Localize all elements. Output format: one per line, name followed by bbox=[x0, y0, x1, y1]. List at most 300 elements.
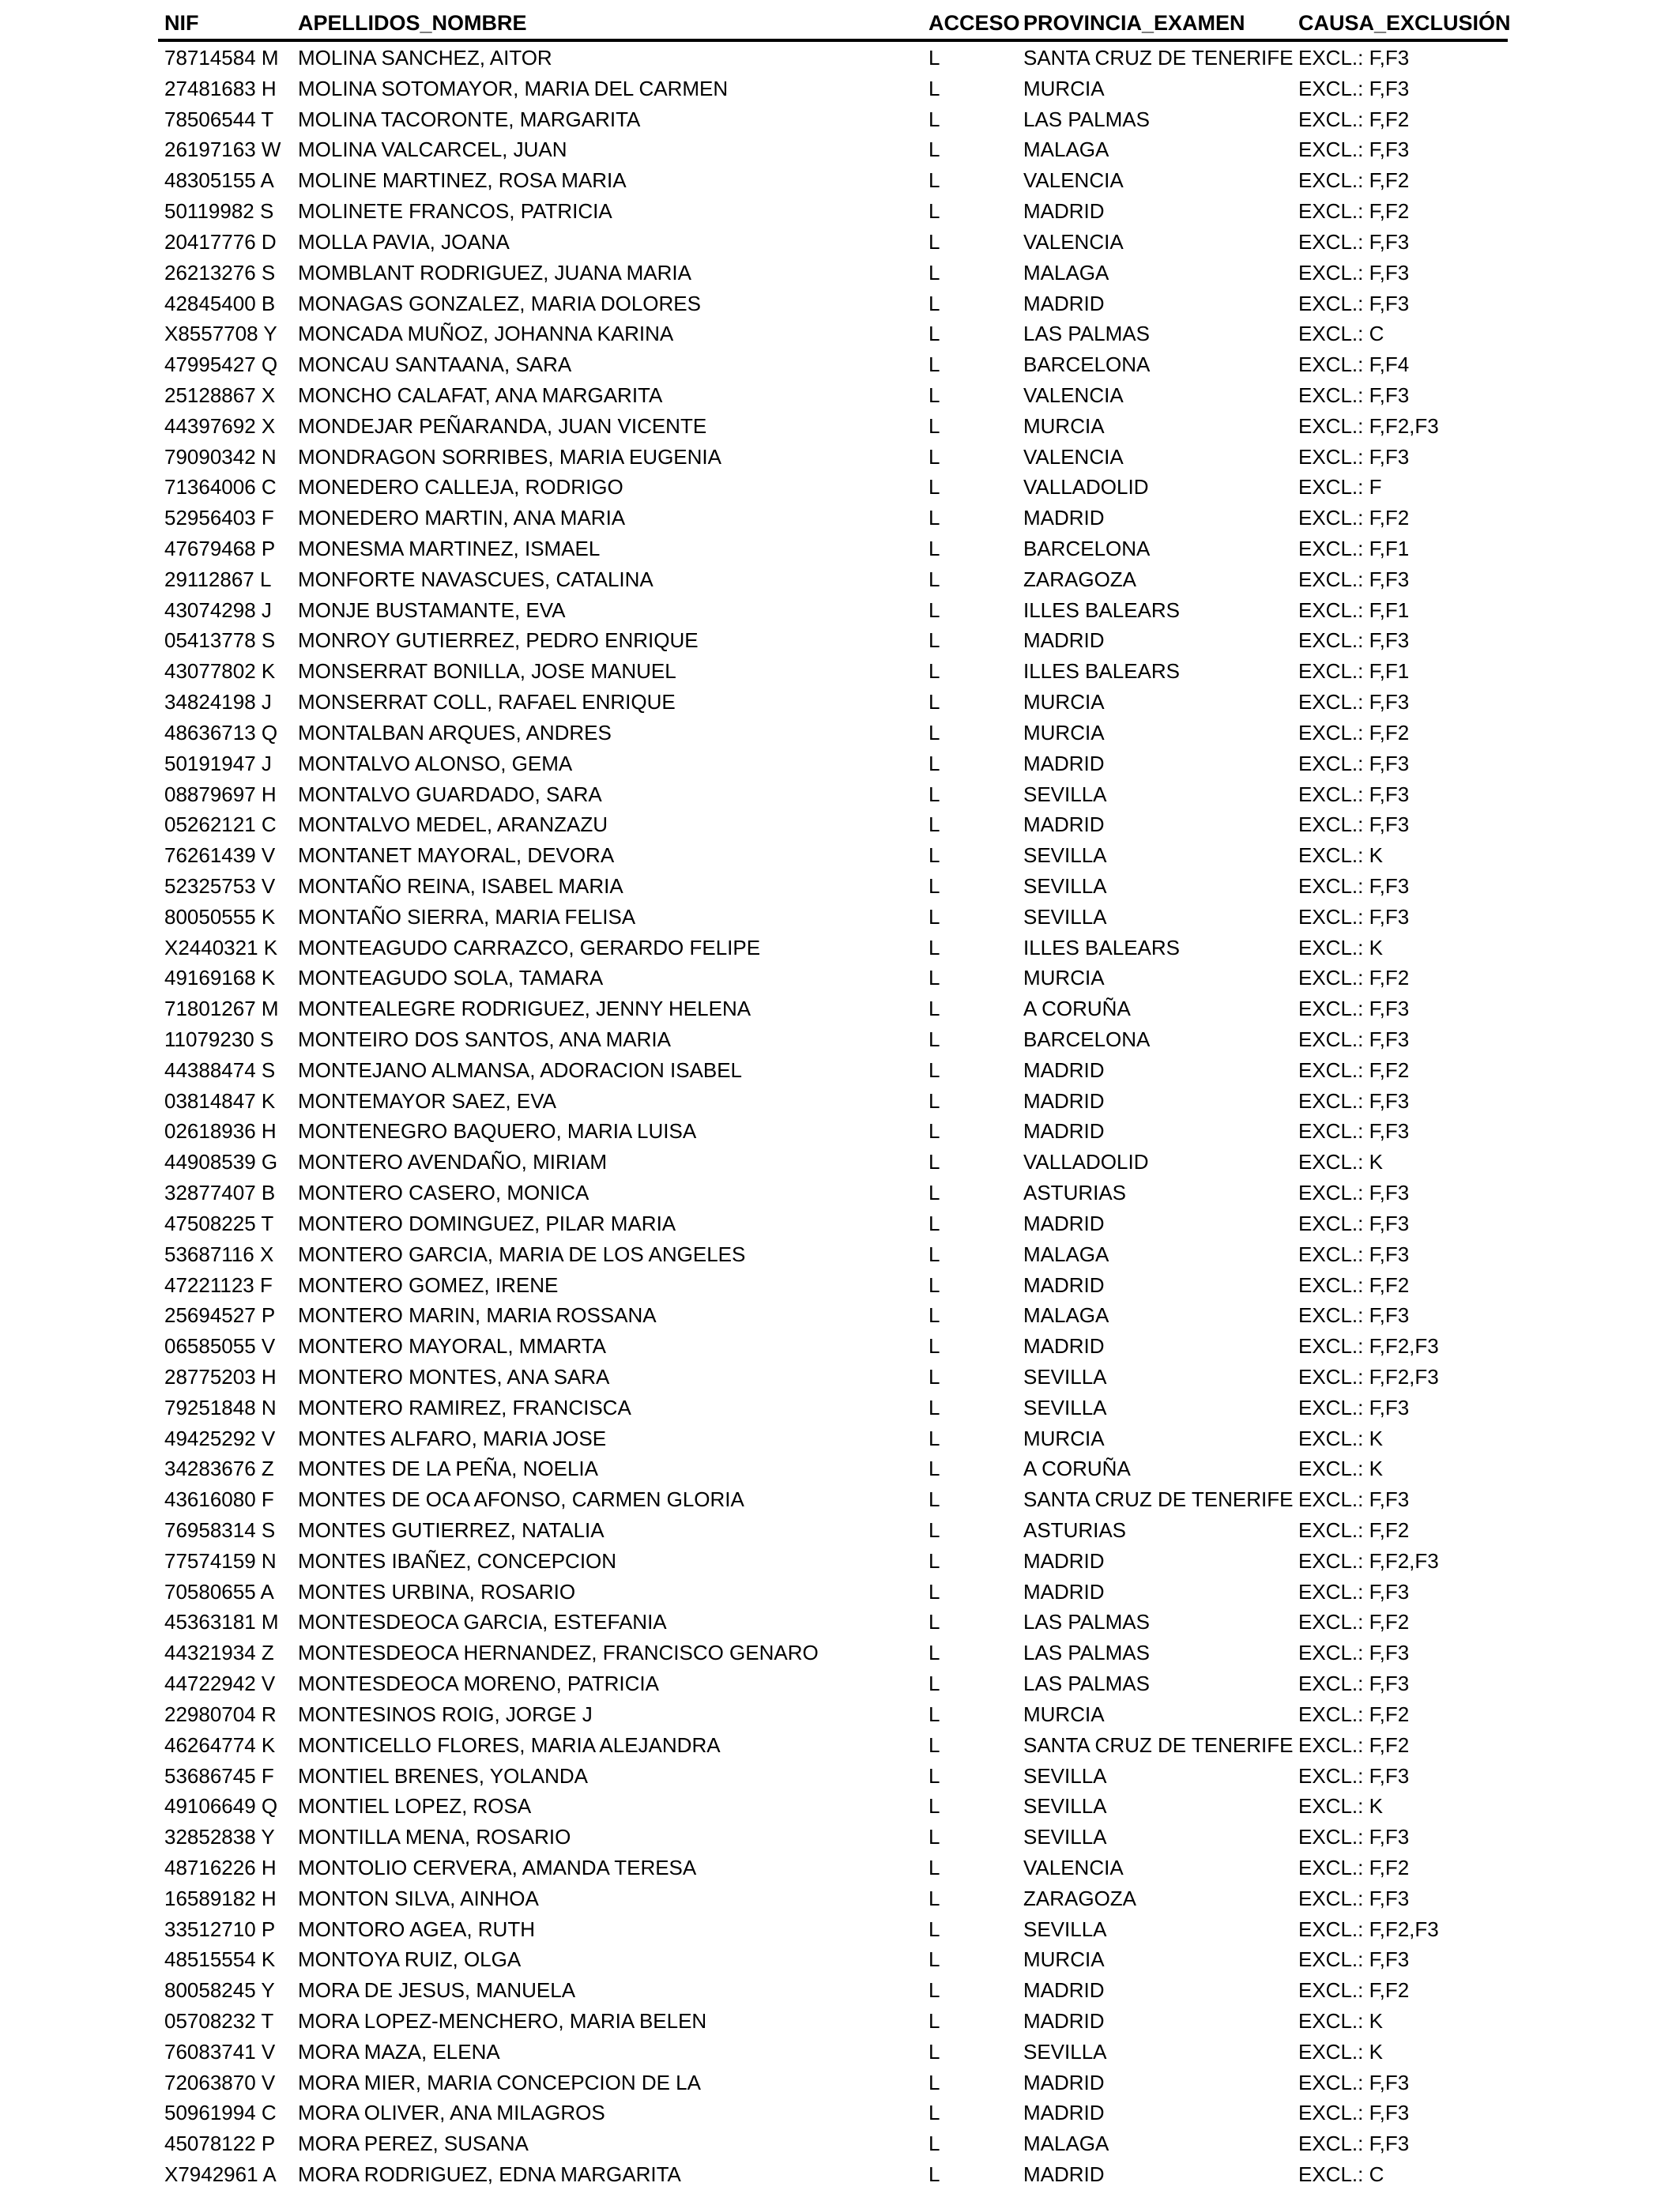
table-row bbox=[0, 1547, 1680, 1578]
header-divider bbox=[158, 39, 1508, 42]
cell-causa-exclusion: EXCL.: F,F2 bbox=[1298, 506, 1410, 530]
cell-provincia-examen: SANTA CRUZ DE TENERIFE bbox=[1023, 1487, 1294, 1512]
cell-apellidos-nombre: MONROY GUTIERREZ, PEDRO ENRIQUE bbox=[298, 628, 699, 653]
cell-nif: 53687116 X bbox=[164, 1242, 274, 1266]
cell-causa-exclusion: EXCL.: F,F3 bbox=[1298, 1303, 1410, 1328]
cell-nif: 79090342 N bbox=[164, 444, 277, 469]
cell-nif: 26213276 S bbox=[164, 260, 276, 285]
cell-acceso: L bbox=[929, 76, 940, 100]
cell-causa-exclusion: EXCL.: F,F3 bbox=[1298, 1088, 1410, 1113]
cell-causa-exclusion: EXCL.: F,F3 bbox=[1298, 1181, 1410, 1205]
cell-acceso: L bbox=[929, 1947, 940, 1972]
cell-apellidos-nombre: MORA MAZA, ELENA bbox=[298, 2039, 500, 2064]
cell-apellidos-nombre: MONTICELLO FLORES, MARIA ALEJANDRA bbox=[298, 1732, 721, 1757]
cell-causa-exclusion: EXCL.: F,F3 bbox=[1298, 812, 1410, 837]
cell-causa-exclusion: EXCL.: K bbox=[1298, 2039, 1383, 2064]
cell-acceso: L bbox=[929, 1610, 940, 1634]
cell-acceso: L bbox=[929, 2101, 940, 2125]
cell-provincia-examen: VALENCIA bbox=[1023, 1855, 1124, 1879]
cell-acceso: L bbox=[929, 1211, 940, 1235]
cell-apellidos-nombre: MONTERO GOMEZ, IRENE bbox=[298, 1272, 559, 1297]
cell-causa-exclusion: EXCL.: F,F2 bbox=[1298, 966, 1410, 990]
cell-causa-exclusion: EXCL.: F,F3 bbox=[1298, 1947, 1410, 1972]
cell-nif: 25128867 X bbox=[164, 383, 276, 407]
cell-causa-exclusion: EXCL.: F,F1 bbox=[1298, 598, 1410, 622]
cell-acceso: L bbox=[929, 1334, 940, 1359]
cell-nif: 33512710 P bbox=[164, 1917, 276, 1941]
cell-acceso: L bbox=[929, 1763, 940, 1788]
cell-causa-exclusion: EXCL.: F,F1 bbox=[1298, 537, 1410, 560]
cell-acceso: L bbox=[929, 1272, 940, 1297]
header-causa-exclusion: CAUSA_EXCLUSIÓN bbox=[1298, 11, 1511, 35]
cell-apellidos-nombre: MONTES DE OCA AFONSO, CARMEN GLORIA bbox=[298, 1487, 744, 1512]
cell-nif: 26197163 W bbox=[164, 138, 281, 162]
cell-provincia-examen: ZARAGOZA bbox=[1023, 567, 1137, 591]
cell-causa-exclusion: EXCL.: K bbox=[1298, 1794, 1383, 1819]
cell-causa-exclusion: EXCL.: F,F3 bbox=[1298, 1487, 1410, 1512]
cell-apellidos-nombre: MORA OLIVER, ANA MILAGROS bbox=[298, 2101, 605, 2125]
cell-apellidos-nombre: MONTENEGRO BAQUERO, MARIA LUISA bbox=[298, 1119, 697, 1144]
cell-apellidos-nombre: MONTERO MONTES, ANA SARA bbox=[298, 1364, 610, 1389]
cell-acceso: L bbox=[929, 690, 940, 714]
cell-causa-exclusion: EXCL.: F,F2,F3 bbox=[1298, 1917, 1439, 1941]
cell-nif: X7942961 A bbox=[164, 2162, 277, 2187]
cell-acceso: L bbox=[929, 1794, 940, 1819]
table-row bbox=[0, 1454, 1680, 1485]
cell-apellidos-nombre: MONAGAS GONZALEZ, MARIA DOLORES bbox=[298, 291, 701, 315]
cell-provincia-examen: VALENCIA bbox=[1023, 229, 1124, 254]
cell-acceso: L bbox=[929, 843, 940, 868]
header-provincia-examen: PROVINCIA_EXAMEN bbox=[1023, 11, 1245, 35]
cell-nif: 27481683 H bbox=[164, 76, 277, 100]
cell-provincia-examen: SANTA CRUZ DE TENERIFE bbox=[1023, 46, 1294, 70]
cell-causa-exclusion: EXCL.: F,F2 bbox=[1298, 1732, 1410, 1757]
cell-provincia-examen: ILLES BALEARS bbox=[1023, 659, 1180, 684]
cell-provincia-examen: MALAGA bbox=[1023, 2132, 1109, 2156]
cell-provincia-examen: MADRID bbox=[1023, 751, 1105, 775]
cell-nif: 32852838 Y bbox=[164, 1825, 275, 1849]
cell-apellidos-nombre: MONTALVO GUARDADO, SARA bbox=[298, 782, 602, 806]
table-row bbox=[0, 2160, 1680, 2191]
cell-acceso: L bbox=[929, 873, 940, 898]
cell-acceso: L bbox=[929, 1518, 940, 1542]
cell-acceso: L bbox=[929, 1150, 940, 1174]
cell-provincia-examen: MADRID bbox=[1023, 2162, 1105, 2187]
cell-apellidos-nombre: MORA DE JESUS, MANUELA bbox=[298, 1978, 576, 2003]
cell-apellidos-nombre: MONTEJANO ALMANSA, ADORACION ISABEL bbox=[298, 1057, 743, 1082]
cell-apellidos-nombre: MONTALVO ALONSO, GEMA bbox=[298, 751, 573, 775]
cell-acceso: L bbox=[929, 1579, 940, 1604]
table-row bbox=[0, 2098, 1680, 2129]
cell-acceso: L bbox=[929, 782, 940, 806]
cell-apellidos-nombre: MONTES GUTIERREZ, NATALIA bbox=[298, 1518, 605, 1542]
cell-nif: 47679468 P bbox=[164, 537, 276, 560]
cell-provincia-examen: SEVILLA bbox=[1023, 1395, 1107, 1419]
table-row bbox=[0, 1638, 1680, 1669]
cell-nif: 45078122 P bbox=[164, 2132, 276, 2156]
table-row bbox=[0, 412, 1680, 443]
cell-causa-exclusion: EXCL.: K bbox=[1298, 1426, 1383, 1450]
cell-nif: 44908539 G bbox=[164, 1150, 278, 1174]
cell-provincia-examen: SEVILLA bbox=[1023, 1364, 1107, 1389]
cell-nif: 47995427 Q bbox=[164, 352, 278, 377]
cell-provincia-examen: MADRID bbox=[1023, 291, 1105, 315]
cell-acceso: L bbox=[929, 2132, 940, 2156]
cell-apellidos-nombre: MONTESDEOCA GARCIA, ESTEFANIA bbox=[298, 1610, 667, 1634]
table-row bbox=[0, 1363, 1680, 1393]
cell-acceso: L bbox=[929, 322, 940, 346]
cell-apellidos-nombre: MONEDERO CALLEJA, RODRIGO bbox=[298, 475, 623, 499]
cell-acceso: L bbox=[929, 291, 940, 315]
cell-apellidos-nombre: MOLLA PAVIA, JOANA bbox=[298, 229, 510, 254]
cell-provincia-examen: ILLES BALEARS bbox=[1023, 935, 1180, 959]
cell-apellidos-nombre: MONCADA MUÑOZ, JOHANNA KARINA bbox=[298, 322, 674, 346]
table-body bbox=[0, 43, 1680, 2191]
cell-causa-exclusion: EXCL.: F,F3 bbox=[1298, 690, 1410, 714]
cell-provincia-examen: ASTURIAS bbox=[1023, 1518, 1127, 1542]
cell-causa-exclusion: EXCL.: F,F3 bbox=[1298, 260, 1410, 285]
cell-apellidos-nombre: MORA PEREZ, SUSANA bbox=[298, 2132, 529, 2156]
cell-nif: 71364006 C bbox=[164, 475, 277, 499]
cell-apellidos-nombre: MONTEAGUDO CARRAZCO, GERARDO FELIPE bbox=[298, 935, 761, 959]
table-row bbox=[0, 1669, 1680, 1700]
cell-causa-exclusion: EXCL.: F,F3 bbox=[1298, 997, 1410, 1021]
table-row bbox=[0, 1301, 1680, 1332]
table-row bbox=[0, 2129, 1680, 2160]
cell-causa-exclusion: EXCL.: F,F3 bbox=[1298, 1211, 1410, 1235]
cell-causa-exclusion: EXCL.: F bbox=[1298, 475, 1382, 499]
cell-causa-exclusion: EXCL.: F,F2,F3 bbox=[1298, 1334, 1439, 1359]
cell-apellidos-nombre: MONTERO CASERO, MONICA bbox=[298, 1181, 590, 1205]
cell-causa-exclusion: EXCL.: F,F3 bbox=[1298, 1579, 1410, 1604]
cell-acceso: L bbox=[929, 1732, 940, 1757]
cell-acceso: L bbox=[929, 1027, 940, 1051]
table-row bbox=[0, 596, 1680, 627]
cell-causa-exclusion: EXCL.: F,F3 bbox=[1298, 782, 1410, 806]
table-row bbox=[0, 1424, 1680, 1455]
cell-provincia-examen: VALENCIA bbox=[1023, 168, 1124, 193]
cell-provincia-examen: ZARAGOZA bbox=[1023, 1886, 1137, 1910]
cell-apellidos-nombre: MONTAÑO REINA, ISABEL MARIA bbox=[298, 873, 623, 898]
cell-nif: 44722942 V bbox=[164, 1672, 276, 1696]
cell-acceso: L bbox=[929, 506, 940, 530]
cell-provincia-examen: SEVILLA bbox=[1023, 843, 1107, 868]
cell-causa-exclusion: EXCL.: F,F3 bbox=[1298, 1027, 1410, 1051]
cell-causa-exclusion: EXCL.: F,F2 bbox=[1298, 1518, 1410, 1542]
cell-nif: 08879697 H bbox=[164, 782, 277, 806]
table-row bbox=[0, 1056, 1680, 1087]
cell-apellidos-nombre: MONTEMAYOR SAEZ, EVA bbox=[298, 1088, 556, 1113]
cell-nif: 05708232 T bbox=[164, 2009, 274, 2033]
cell-apellidos-nombre: MONTERO AVENDAÑO, MIRIAM bbox=[298, 1150, 607, 1174]
cell-nif: 53686745 F bbox=[164, 1763, 274, 1788]
table-row bbox=[0, 197, 1680, 228]
cell-causa-exclusion: EXCL.: F,F3 bbox=[1298, 2070, 1410, 2094]
cell-nif: 25694527 P bbox=[164, 1303, 276, 1328]
cell-apellidos-nombre: MONSERRAT BONILLA, JOSE MANUEL bbox=[298, 659, 676, 684]
cell-nif: 71801267 M bbox=[164, 997, 279, 1021]
cell-acceso: L bbox=[929, 598, 940, 622]
cell-apellidos-nombre: MONTES DE LA PEÑA, NOELIA bbox=[298, 1457, 598, 1481]
cell-nif: 76958314 S bbox=[164, 1518, 276, 1542]
cell-provincia-examen: SEVILLA bbox=[1023, 782, 1107, 806]
cell-acceso: L bbox=[929, 720, 940, 745]
table-row bbox=[0, 1148, 1680, 1178]
cell-causa-exclusion: EXCL.: F,F3 bbox=[1298, 567, 1410, 591]
cell-apellidos-nombre: MONTAÑO SIERRA, MARIA FELISA bbox=[298, 904, 636, 929]
cell-acceso: L bbox=[929, 1855, 940, 1879]
cell-provincia-examen: LAS PALMAS bbox=[1023, 107, 1150, 131]
cell-provincia-examen: SEVILLA bbox=[1023, 2039, 1107, 2064]
cell-provincia-examen: MADRID bbox=[1023, 1334, 1105, 1359]
cell-acceso: L bbox=[929, 475, 940, 499]
cell-apellidos-nombre: MONFORTE NAVASCUES, CATALINA bbox=[298, 567, 654, 591]
cell-provincia-examen: MADRID bbox=[1023, 1548, 1105, 1573]
cell-nif: 50961994 C bbox=[164, 2101, 277, 2125]
table-row bbox=[0, 718, 1680, 749]
table-row bbox=[0, 473, 1680, 503]
cell-provincia-examen: MURCIA bbox=[1023, 413, 1105, 438]
cell-nif: 43077802 K bbox=[164, 659, 276, 684]
cell-apellidos-nombre: MONTESDEOCA MORENO, PATRICIA bbox=[298, 1672, 659, 1696]
cell-causa-exclusion: EXCL.: F,F3 bbox=[1298, 1641, 1410, 1665]
table-row bbox=[0, 1271, 1680, 1302]
cell-causa-exclusion: EXCL.: F,F2 bbox=[1298, 1702, 1410, 1726]
table-row bbox=[0, 780, 1680, 811]
cell-acceso: L bbox=[929, 168, 940, 193]
table-row bbox=[0, 1485, 1680, 1516]
table-row bbox=[0, 933, 1680, 964]
cell-apellidos-nombre: MONJE BUSTAMANTE, EVA bbox=[298, 598, 566, 622]
cell-acceso: L bbox=[929, 2070, 940, 2094]
header-nif: NIF bbox=[164, 11, 199, 35]
table-row bbox=[0, 43, 1680, 74]
cell-provincia-examen: MALAGA bbox=[1023, 260, 1109, 285]
cell-acceso: L bbox=[929, 537, 940, 560]
cell-apellidos-nombre: MONDEJAR PEÑARANDA, JUAN VICENTE bbox=[298, 413, 707, 438]
table-row bbox=[0, 350, 1680, 381]
cell-nif: X2440321 K bbox=[164, 935, 278, 959]
table-row bbox=[0, 963, 1680, 994]
cell-apellidos-nombre: MONSERRAT COLL, RAFAEL ENRIQUE bbox=[298, 690, 676, 714]
cell-causa-exclusion: EXCL.: F,F3 bbox=[1298, 1119, 1410, 1144]
cell-causa-exclusion: EXCL.: K bbox=[1298, 1150, 1383, 1174]
cell-causa-exclusion: EXCL.: F,F3 bbox=[1298, 873, 1410, 898]
cell-causa-exclusion: EXCL.: F,F2 bbox=[1298, 1978, 1410, 2003]
cell-acceso: L bbox=[929, 1487, 940, 1512]
table-row bbox=[0, 1117, 1680, 1148]
cell-causa-exclusion: EXCL.: K bbox=[1298, 2009, 1383, 2033]
cell-causa-exclusion: EXCL.: F,F2 bbox=[1298, 1057, 1410, 1082]
table-row bbox=[0, 503, 1680, 534]
cell-nif: 44397692 X bbox=[164, 413, 276, 438]
cell-provincia-examen: MURCIA bbox=[1023, 720, 1105, 745]
cell-apellidos-nombre: MORA MIER, MARIA CONCEPCION DE LA bbox=[298, 2070, 701, 2094]
cell-apellidos-nombre: MONTALBAN ARQUES, ANDRES bbox=[298, 720, 612, 745]
cell-nif: 48716226 H bbox=[164, 1855, 277, 1879]
cell-provincia-examen: MADRID bbox=[1023, 1272, 1105, 1297]
cell-nif: 46264774 K bbox=[164, 1732, 276, 1757]
table-row bbox=[0, 2007, 1680, 2038]
cell-provincia-examen: MURCIA bbox=[1023, 1947, 1105, 1972]
cell-causa-exclusion: EXCL.: F,F2 bbox=[1298, 720, 1410, 745]
cell-nif: 80050555 K bbox=[164, 904, 276, 929]
cell-nif: 02618936 H bbox=[164, 1119, 277, 1144]
cell-apellidos-nombre: MONTIEL LOPEZ, ROSA bbox=[298, 1794, 532, 1819]
cell-nif: 70580655 A bbox=[164, 1579, 274, 1604]
cell-causa-exclusion: EXCL.: F,F2 bbox=[1298, 1272, 1410, 1297]
cell-nif: 49106649 Q bbox=[164, 1794, 278, 1819]
cell-provincia-examen: MURCIA bbox=[1023, 76, 1105, 100]
table-row bbox=[0, 443, 1680, 473]
cell-apellidos-nombre: MONTON SILVA, AINHOA bbox=[298, 1886, 539, 1910]
cell-causa-exclusion: EXCL.: F,F3 bbox=[1298, 2132, 1410, 2156]
cell-provincia-examen: MADRID bbox=[1023, 199, 1105, 224]
cell-apellidos-nombre: MONTANET MAYORAL, DEVORA bbox=[298, 843, 615, 868]
cell-nif: 06585055 V bbox=[164, 1334, 276, 1359]
cell-apellidos-nombre: MONTERO DOMINGUEZ, PILAR MARIA bbox=[298, 1211, 676, 1235]
cell-causa-exclusion: EXCL.: F,F2 bbox=[1298, 168, 1410, 193]
cell-causa-exclusion: EXCL.: C bbox=[1298, 2162, 1384, 2187]
cell-acceso: L bbox=[929, 1886, 940, 1910]
table-row bbox=[0, 1209, 1680, 1240]
table-row bbox=[0, 319, 1680, 350]
cell-provincia-examen: MADRID bbox=[1023, 1119, 1105, 1144]
cell-provincia-examen: VALENCIA bbox=[1023, 383, 1124, 407]
table-row bbox=[0, 166, 1680, 197]
cell-provincia-examen: SEVILLA bbox=[1023, 1794, 1107, 1819]
table-row bbox=[0, 534, 1680, 565]
cell-provincia-examen: MADRID bbox=[1023, 506, 1105, 530]
table-row bbox=[0, 1731, 1680, 1762]
cell-nif: X8557708 Y bbox=[164, 322, 277, 346]
cell-acceso: L bbox=[929, 2162, 940, 2187]
cell-acceso: L bbox=[929, 966, 940, 990]
cell-provincia-examen: LAS PALMAS bbox=[1023, 1610, 1150, 1634]
cell-acceso: L bbox=[929, 1457, 940, 1481]
cell-acceso: L bbox=[929, 997, 940, 1021]
cell-causa-exclusion: EXCL.: F,F3 bbox=[1298, 229, 1410, 254]
table-row bbox=[0, 1516, 1680, 1547]
cell-provincia-examen: MADRID bbox=[1023, 628, 1105, 653]
cell-apellidos-nombre: MONTERO MARIN, MARIA ROSSANA bbox=[298, 1303, 657, 1328]
cell-apellidos-nombre: MONTERO MAYORAL, MMARTA bbox=[298, 1334, 607, 1359]
cell-nif: 29112867 L bbox=[164, 567, 272, 591]
cell-provincia-examen: LAS PALMAS bbox=[1023, 1641, 1150, 1665]
cell-acceso: L bbox=[929, 935, 940, 959]
cell-nif: 50191947 J bbox=[164, 751, 272, 775]
cell-apellidos-nombre: MONTEALEGRE RODRIGUEZ, JENNY HELENA bbox=[298, 997, 751, 1021]
cell-causa-exclusion: EXCL.: F,F2 bbox=[1298, 107, 1410, 131]
cell-acceso: L bbox=[929, 1978, 940, 2003]
cell-acceso: L bbox=[929, 229, 940, 254]
cell-apellidos-nombre: MONTES ALFARO, MARIA JOSE bbox=[298, 1426, 607, 1450]
cell-causa-exclusion: EXCL.: F,F3 bbox=[1298, 444, 1410, 469]
cell-acceso: L bbox=[929, 107, 940, 131]
table-row bbox=[0, 1976, 1680, 2007]
cell-apellidos-nombre: MONTES URBINA, ROSARIO bbox=[298, 1579, 576, 1604]
cell-provincia-examen: BARCELONA bbox=[1023, 537, 1151, 560]
cell-acceso: L bbox=[929, 260, 940, 285]
table-row bbox=[0, 135, 1680, 166]
header-acceso: ACCESO bbox=[929, 11, 1020, 35]
table-row bbox=[0, 1178, 1680, 1209]
cell-causa-exclusion: EXCL.: F,F2 bbox=[1298, 1855, 1410, 1879]
cell-causa-exclusion: EXCL.: F,F3 bbox=[1298, 46, 1410, 70]
cell-apellidos-nombre: MOLINETE FRANCOS, PATRICIA bbox=[298, 199, 612, 224]
cell-causa-exclusion: EXCL.: F,F3 bbox=[1298, 628, 1410, 653]
cell-acceso: L bbox=[929, 904, 940, 929]
cell-nif: 48636713 Q bbox=[164, 720, 278, 745]
cell-apellidos-nombre: MOLINA VALCARCEL, JUAN bbox=[298, 138, 567, 162]
cell-acceso: L bbox=[929, 199, 940, 224]
cell-provincia-examen: MALAGA bbox=[1023, 1303, 1109, 1328]
cell-provincia-examen: MADRID bbox=[1023, 1057, 1105, 1082]
cell-apellidos-nombre: MONCHO CALAFAT, ANA MARGARITA bbox=[298, 383, 663, 407]
cell-provincia-examen: LAS PALMAS bbox=[1023, 1672, 1150, 1696]
cell-provincia-examen: MADRID bbox=[1023, 2070, 1105, 2094]
cell-apellidos-nombre: MONTOLIO CERVERA, AMANDA TERESA bbox=[298, 1855, 697, 1879]
cell-acceso: L bbox=[929, 1303, 940, 1328]
table-row bbox=[0, 74, 1680, 105]
table-row bbox=[0, 565, 1680, 596]
table-row bbox=[0, 903, 1680, 933]
cell-provincia-examen: MADRID bbox=[1023, 1579, 1105, 1604]
table-row bbox=[0, 688, 1680, 718]
cell-provincia-examen: SEVILLA bbox=[1023, 873, 1107, 898]
cell-provincia-examen: MURCIA bbox=[1023, 690, 1105, 714]
cell-apellidos-nombre: MONTOYA RUIZ, OLGA bbox=[298, 1947, 522, 1972]
cell-acceso: L bbox=[929, 1364, 940, 1389]
cell-provincia-examen: SANTA CRUZ DE TENERIFE bbox=[1023, 1732, 1294, 1757]
cell-apellidos-nombre: MONTALVO MEDEL, ARANZAZU bbox=[298, 812, 608, 837]
cell-nif: 43074298 J bbox=[164, 598, 272, 622]
cell-apellidos-nombre: MOLINA SOTOMAYOR, MARIA DEL CARMEN bbox=[298, 76, 729, 100]
cell-acceso: L bbox=[929, 1917, 940, 1941]
cell-acceso: L bbox=[929, 567, 940, 591]
cell-acceso: L bbox=[929, 1119, 940, 1144]
table-row bbox=[0, 2068, 1680, 2099]
table-row bbox=[0, 749, 1680, 780]
cell-nif: 47508225 T bbox=[164, 1211, 274, 1235]
cell-nif: 50119982 S bbox=[164, 199, 274, 224]
cell-nif: 49169168 K bbox=[164, 966, 276, 990]
table-row bbox=[0, 994, 1680, 1025]
cell-apellidos-nombre: MOLINA TACORONTE, MARGARITA bbox=[298, 107, 641, 131]
cell-provincia-examen: BARCELONA bbox=[1023, 1027, 1151, 1051]
cell-acceso: L bbox=[929, 46, 940, 70]
cell-nif: 44388474 S bbox=[164, 1057, 276, 1082]
cell-causa-exclusion: EXCL.: C bbox=[1298, 322, 1384, 346]
cell-nif: 52325753 V bbox=[164, 873, 276, 898]
cell-acceso: L bbox=[929, 1395, 940, 1419]
cell-nif: 79251848 N bbox=[164, 1395, 277, 1419]
cell-acceso: L bbox=[929, 413, 940, 438]
cell-causa-exclusion: EXCL.: F,F2 bbox=[1298, 1610, 1410, 1634]
table-row bbox=[0, 1393, 1680, 1424]
cell-causa-exclusion: EXCL.: F,F2 bbox=[1298, 199, 1410, 224]
cell-nif: 32877407 B bbox=[164, 1181, 276, 1205]
cell-provincia-examen: MADRID bbox=[1023, 2101, 1105, 2125]
table-row bbox=[0, 872, 1680, 903]
table-row bbox=[0, 1884, 1680, 1915]
table-row bbox=[0, 626, 1680, 657]
cell-provincia-examen: SEVILLA bbox=[1023, 1825, 1107, 1849]
cell-apellidos-nombre: MOMBLANT RODRIGUEZ, JUANA MARIA bbox=[298, 260, 691, 285]
cell-causa-exclusion: EXCL.: F,F2,F3 bbox=[1298, 413, 1439, 438]
cell-acceso: L bbox=[929, 2039, 940, 2064]
cell-apellidos-nombre: MONCAU SANTAANA, SARA bbox=[298, 352, 572, 377]
